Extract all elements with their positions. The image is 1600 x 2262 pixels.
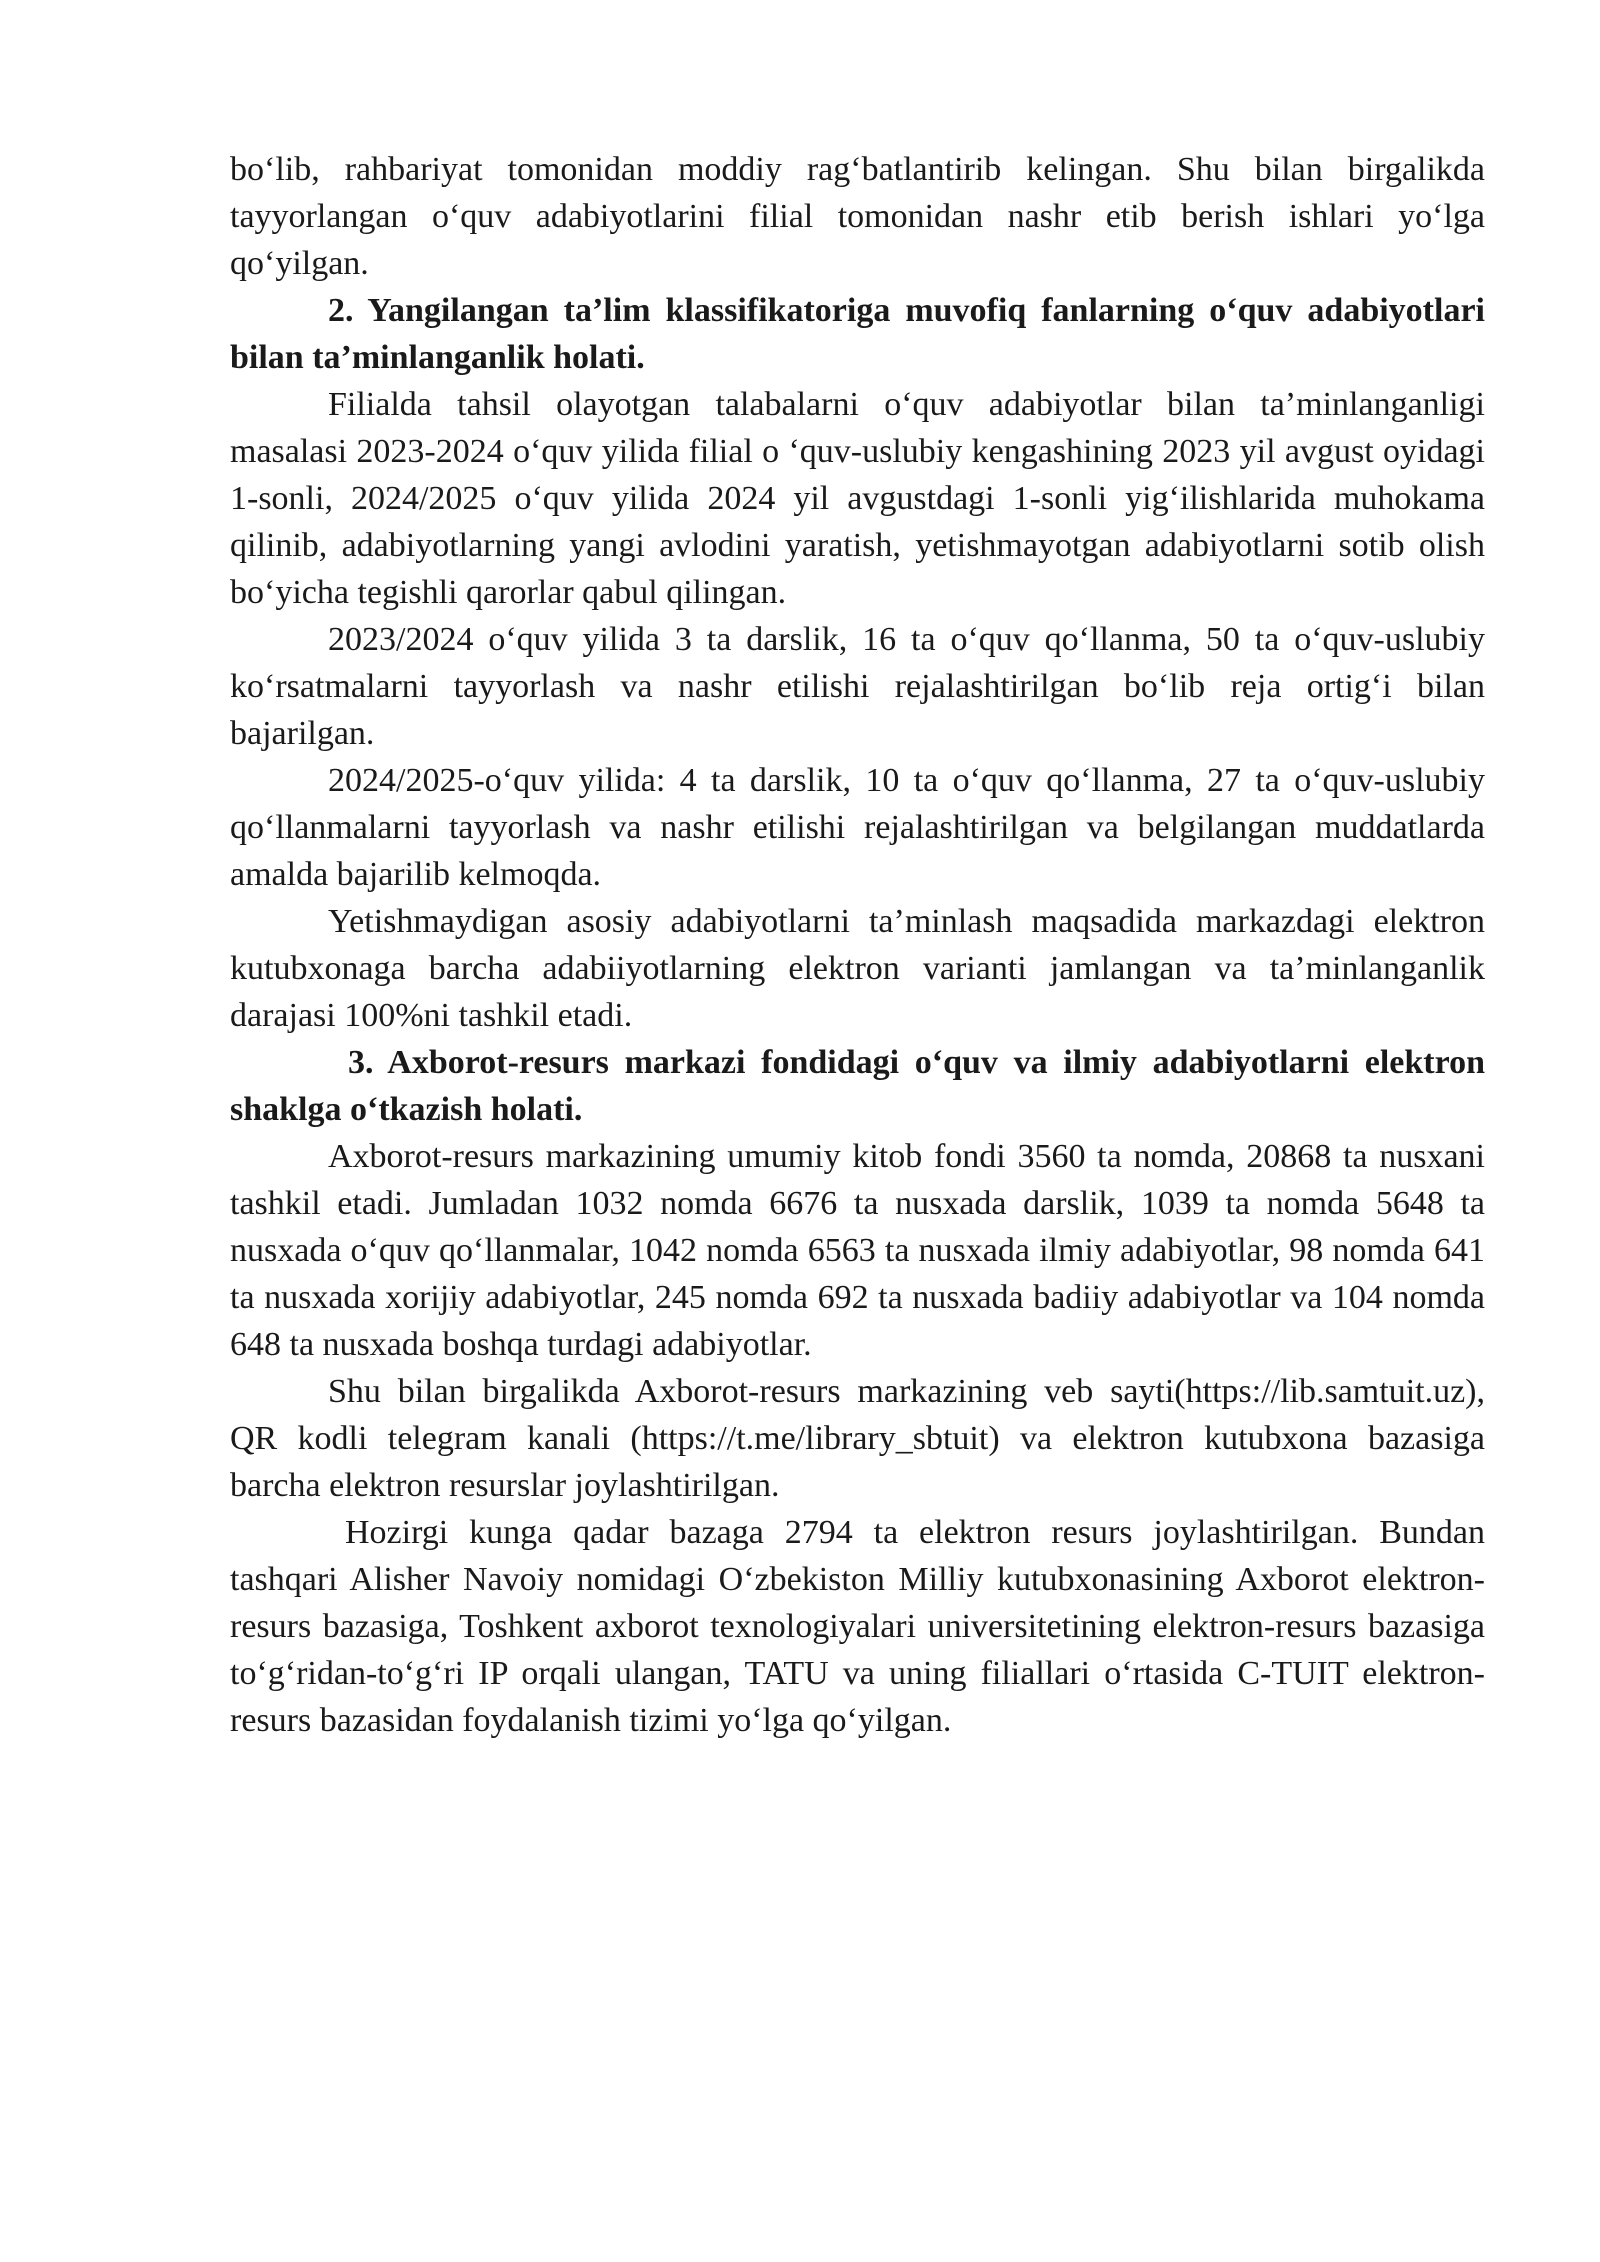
paragraph-web-resources: Shu bilan birgalikda Axborot-resurs markazining veb sayti(https://lib.samtuit.uz), QR kodli telegram kanali (https://t.me/library_sbtuit) va elektron kutubxona bazasiga barcha elektron resurslar joylashtirilgan. [230,1373,1485,1504]
section-heading-3: 3. Axborot-resurs markazi fondidagi o‘quv va ilmiy adabiyotlarni elektron shaklga o‘tkazish holati. [230,1044,1485,1128]
document-page [230,146,1485,1744]
section-heading-2: 2. Yangilangan ta’lim klassifikatoriga muvofiq fanlarning o‘quv adabiyotlari bilan ta’minlanganlik holati. [230,292,1485,376]
paragraph-provision-meetings: Filialda tahsil olayotgan talabalarni o‘quv adabiyotlar bilan ta’minlanganligi masalasi 2023-2024 o‘quv yilida filial o ‘quv-uslubiy kengashining 2023 yil avgust oyidagi 1-sonli, 2024/2025 o‘quv yilida 2024 yil avgustdagi 1-sonli yig‘ilishlarida muhokama qilinib, adabiyotlarning yangi avlodini yaratish, yetishmayotgan adabiyotlarni sotib olish bo‘yicha tegishli qarorlar qabul qilingan. [230,386,1485,611]
paragraph-electronic-resources: Hozirgi kunga qadar bazaga 2794 ta elektron resurs joylashtirilgan. Bundan tashqari Alisher Navoiy nomidagi O‘zbekiston Milliy kutubxonasining Axborot elektron-resurs bazasiga, Toshkent axborot texnologiyalari universitetining elektron-resurs bazasiga to‘g‘ridan-to‘g‘ri IP orqali ulangan, TATU va uning filiallari o‘rtasida C-TUIT elektron-resurs bazasidan foydalanish tizimi yo‘lga qo‘yilgan. [230,1514,1485,1739]
paragraph-continuation: bo‘lib, rahbariyat tomonidan moddiy rag‘batlantirib kelingan. Shu bilan birgalikda tayyorlangan o‘quv adabiyotlarini filial tomonidan nashr etib berish ishlari yo‘lga qo‘yilgan. [230,151,1485,282]
paragraph-2024-2025-plan: 2024/2025-o‘quv yilida: 4 ta darslik, 10 ta o‘quv qo‘llanma, 27 ta o‘quv-uslubiy qo‘llanmalarni tayyorlash va nashr etilishi rejalashtirilgan va belgilangan muddatlarda amalda bajarilib kelmoqda. [230,762,1485,893]
paragraph-2023-2024-plan: 2023/2024 o‘quv yilida 3 ta darslik, 16 ta o‘quv qo‘llanma, 50 ta o‘quv-uslubiy ko‘rsatmalarni tayyorlash va nashr etilishi rejalashtirilgan bo‘lib reja ortig‘i bilan bajarilgan. [230,621,1485,752]
paragraph-electronic-library: Yetishmaydigan asosiy adabiyotlarni ta’minlash maqsadida markazdagi elektron kutubxonaga barcha adabiiyotlarning elektron varianti jamlangan va ta’minlanganlik darajasi 100%ni tashkil etadi. [230,903,1485,1034]
paragraph-book-fund: Axborot-resurs markazining umumiy kitob fondi 3560 ta nomda, 20868 ta nusxani tashkil etadi. Jumladan 1032 nomda 6676 ta nusxada darslik, 1039 ta nomda 5648 ta nusxada o‘quv qo‘llanmalar, 1042 nomda 6563 ta nusxada ilmiy adabiyotlar, 98 nomda 641 ta nusxada xorijiy adabiyotlar, 245 nomda 692 ta nusxada badiiy adabiyotlar va 104 nomda 648 ta nusxada boshqa turdagi adabiyotlar. [230,1138,1485,1363]
